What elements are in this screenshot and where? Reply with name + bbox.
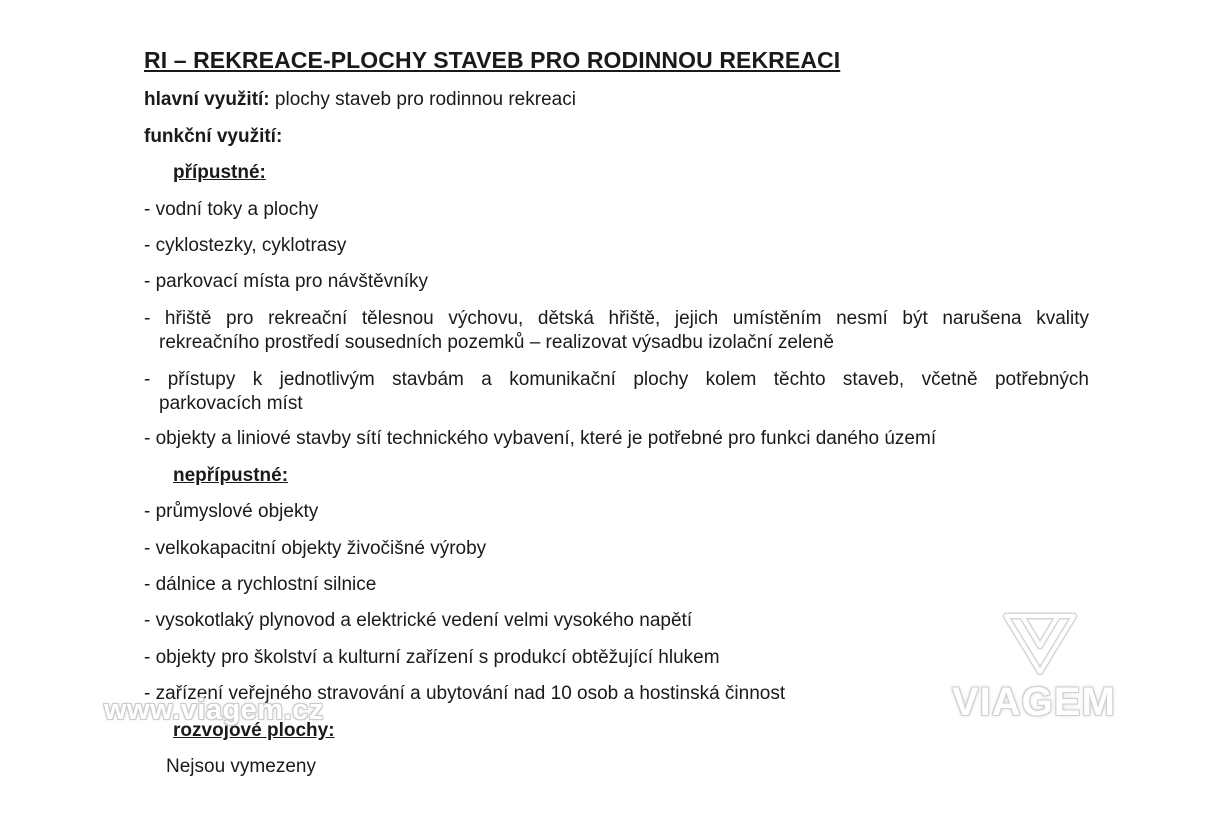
list-item-line: - přístupy k jednotlivým stavbám a komunikační plochy kolem těchto staveb, včetně potřebných <box>144 369 1089 390</box>
list-item: - parkovací místa pro návštěvníky <box>144 271 429 292</box>
watermark-brand: VIAGEM <box>952 680 1116 724</box>
list-item: - průmyslové objekty <box>144 501 319 522</box>
list-item: - vysokotlaký plynovod a elektrické vedení velmi vysokého napětí <box>144 610 693 631</box>
list-item: - dálnice a rychlostní silnice <box>144 574 377 595</box>
diamond-logo-icon <box>994 606 1086 678</box>
list-item: - velkokapacitní objekty živočišné výroby <box>144 538 487 559</box>
list-item: - cyklostezky, cyklotrasy <box>144 235 347 256</box>
list-item-continuation: parkovacích míst <box>159 393 303 414</box>
development-heading: rozvojové plochy: <box>173 720 335 741</box>
watermark-logo <box>952 606 1128 726</box>
list-item-wrapped <box>144 307 1089 355</box>
list-item: - zařízení veřejného stravování a ubytování nad 10 osob a hostinská činnost <box>144 683 786 704</box>
list-item-wrapped <box>144 368 1089 416</box>
functional-use-label: funkční využití: <box>144 126 283 147</box>
list-item-line: - hřiště pro rekreační tělesnou výchovu, dětská hřiště, jejich umístěním nesmí být narušena kvality <box>144 308 1089 329</box>
development-value: Nejsou vymezeny <box>166 756 316 777</box>
forbidden-heading: nepřípustné: <box>173 465 289 486</box>
list-item: - objekty pro školství a kulturní zařízení s produkcí obtěžující hlukem <box>144 647 720 668</box>
main-use-value: plochy staveb pro rodinnou rekreaci <box>269 89 576 110</box>
watermark-url: www.viagem.cz <box>104 694 324 726</box>
main-use-label: hlavní využití: <box>144 89 270 110</box>
document-title: RI – REKREACE-PLOCHY STAVEB PRO RODINNOU REKREACI <box>144 47 841 73</box>
main-use-line <box>144 89 576 111</box>
list-item: - objekty a liniové stavby sítí technického vybavení, které je potřebné pro funkci daného území <box>144 428 937 449</box>
list-item: - vodní toky a plochy <box>144 199 319 220</box>
list-item-continuation: rekreačního prostředí sousedních pozemků – realizovat výsadbu izolační zeleně <box>159 332 834 353</box>
permitted-heading: přípustné: <box>173 162 266 183</box>
